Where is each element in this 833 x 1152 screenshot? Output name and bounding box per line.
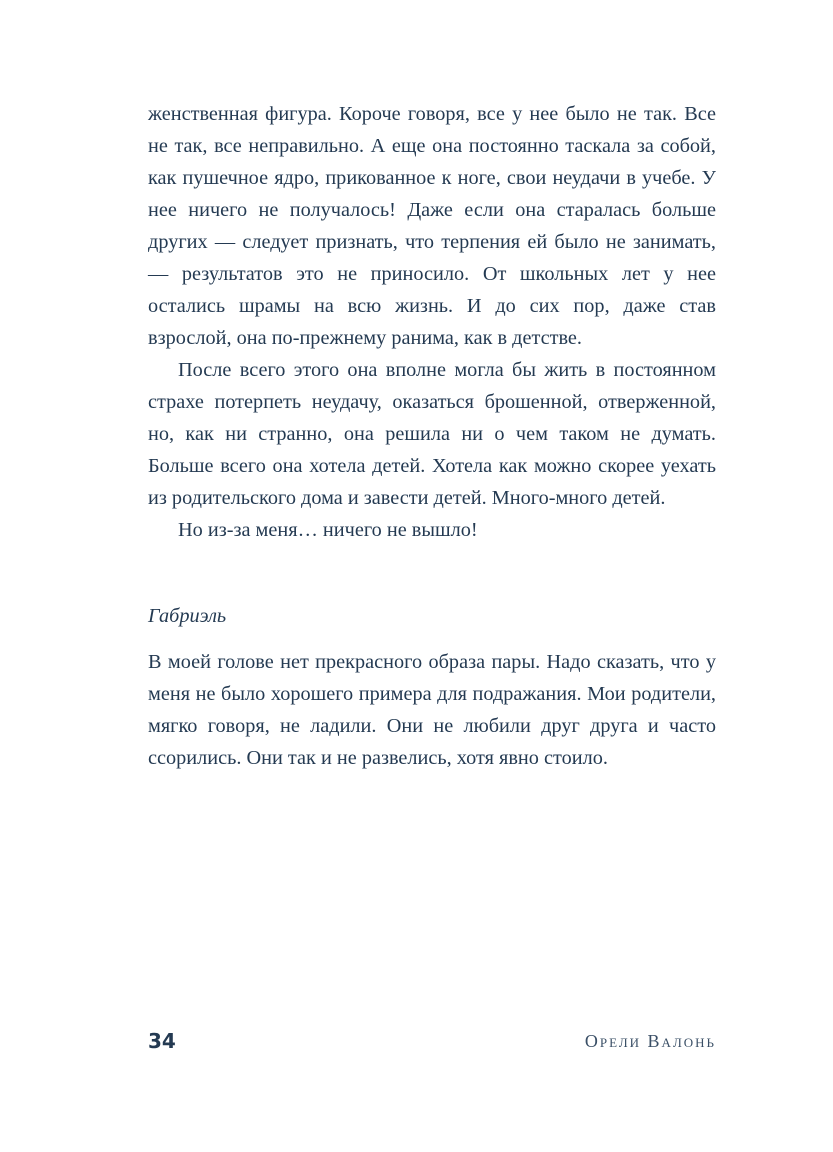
speaker-paragraph: В моей голове нет прекрасного образа пары. Надо сказать, что у меня не было хорошего примера для подражания. Мои родители, мягко говоря, не ладили. Они не любили друг друга и часто ссорились. Они так и не развелись, хотя явно стоило. bbox=[148, 651, 716, 769]
page-footer bbox=[148, 1026, 716, 1056]
page-body bbox=[148, 98, 716, 774]
running-head-author: Орели Валонь bbox=[584, 1031, 716, 1051]
paragraph-1: женственная фигура. Короче говоря, все у нее было не так. Все не так, все неправильно. А еще она постоянно таскала за собой, как пушечное ядро, прикованное к ноге, свои неудачи в учебе. У нее ничего не получалось! Даже если она старалась больше других — следует признать, что терпения ей было не занимать, — результатов это не приносило. От школьных лет у нее остались шрамы на всю жизнь. И до сих пор, даже став взрослой, она по-прежнему ранима, как в детстве. bbox=[148, 103, 716, 349]
paragraph-2: После всего этого она вполне могла бы жить в постоянном страхе потерпеть неудачу, оказаться брошенной, отверженной, но, как ни странно, она решила ни о чем таком не думать. Больше всего она хотела детей. Хотела как можно скорее уехать из родительского дома и завести детей. Много-много детей. bbox=[148, 359, 716, 509]
speaker-heading: Габриэль bbox=[148, 605, 227, 627]
paragraph-3: Но из-за меня… ничего не вышло! bbox=[178, 519, 478, 541]
page-number: 34 bbox=[148, 1029, 176, 1053]
